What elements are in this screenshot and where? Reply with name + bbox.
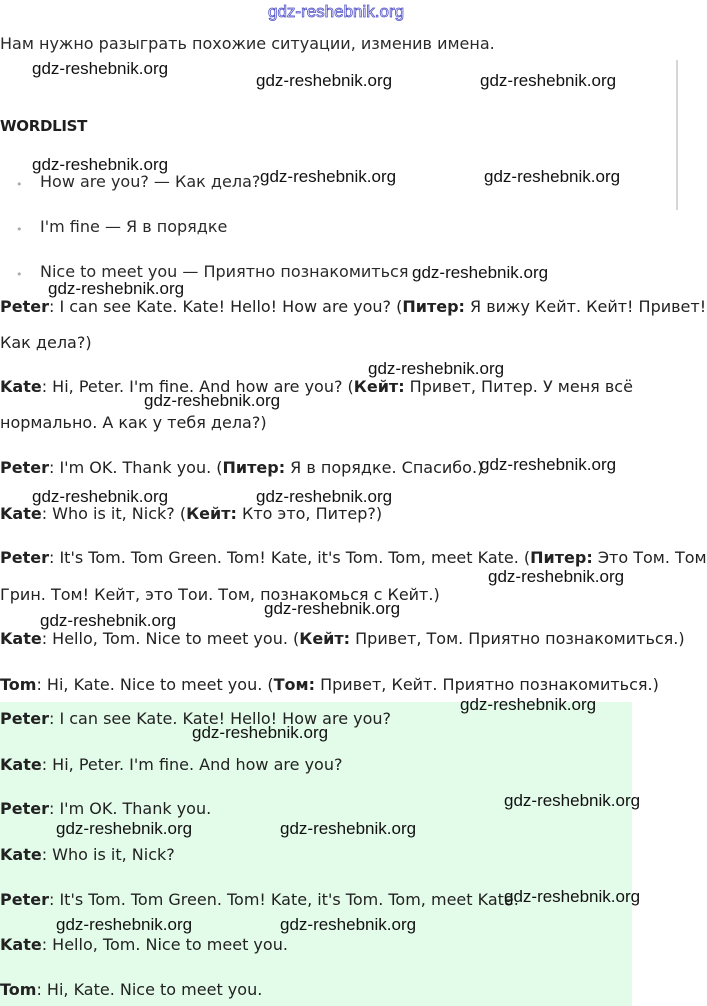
bullet-icon: • xyxy=(16,268,23,281)
dialogue-line: Kate: Hello, Tom. Nice to meet you. (Кейт: Привет, Том. Приятно познакомиться.) xyxy=(0,629,685,648)
watermark: gdz-reshebnik.org xyxy=(32,487,169,506)
watermark: gdz-reshebnik.org xyxy=(256,487,393,506)
dialogue-line: Peter: I'm OK. Thank you. (Питер: Я в порядке. Спасибо.) xyxy=(0,458,484,477)
dialogue-line-en: Kate: Hello, Tom. Nice to meet you. xyxy=(0,935,288,954)
speaker-name: Peter xyxy=(0,709,49,728)
dialogue-line-en: Peter: It's Tom. Tom Green. Tom! Kate, it's Tom. Tom, meet Kate. xyxy=(0,890,519,909)
scrollbar-edge xyxy=(676,60,678,210)
dialogue-line-en: Peter: I can see Kate. Kate! Hello! How are you? xyxy=(0,709,392,728)
dialogue-line: Грин. Том! Кейт, это Тои. Том, познакомься с Кейт.) xyxy=(0,585,440,604)
dialogue-line: Tom: Hi, Kate. Nice to meet you. (Том: Привет, Кейт. Приятно познакомиться.) xyxy=(0,675,659,694)
speaker-name-ru: Питер: xyxy=(530,548,593,567)
watermark: gdz-reshebnik.org xyxy=(488,567,625,586)
dialogue-line-en: Peter: I'm OK. Thank you. xyxy=(0,799,212,818)
speaker-name: Peter xyxy=(0,297,49,316)
watermark-top: gdz-reshebnik.org xyxy=(268,2,405,21)
speaker-name-ru: Питер: xyxy=(402,297,465,316)
watermark: gdz-reshebnik.org xyxy=(256,71,393,90)
dialogue-line: Peter: It's Tom. Tom Green. Tom! Kate, it's Tom. Tom, meet Kate. (Питер: Это Том. Том xyxy=(0,548,707,567)
dialogue-line: Kate: Who is it, Nick? (Кейт: Кто это, Питер?) xyxy=(0,504,383,523)
speaker-name-ru: Кейт: xyxy=(353,377,405,396)
speaker-name: Peter xyxy=(0,890,49,909)
watermark: gdz-reshebnik.org xyxy=(368,359,505,378)
watermark: gdz-reshebnik.org xyxy=(32,155,169,174)
watermark: gdz-reshebnik.org xyxy=(412,263,549,282)
wordlist-item: I'm fine — Я в порядке xyxy=(40,217,228,236)
wordlist-item: Nice to meet you — Приятно познакомиться xyxy=(40,262,409,281)
speaker-name: Kate xyxy=(0,935,42,954)
watermark: gdz-reshebnik.org xyxy=(480,455,617,474)
speaker-name: Peter xyxy=(0,548,49,567)
speaker-name-ru: Питер: xyxy=(222,458,286,477)
watermark: gdz-reshebnik.org xyxy=(260,167,397,186)
watermark: gdz-reshebnik.org xyxy=(192,723,329,742)
watermark: gdz-reshebnik.org xyxy=(484,167,621,186)
dialogue-line-en: Kate: Hi, Peter. I'm fine. And how are you? xyxy=(0,755,343,774)
speaker-name-ru: Кейт: xyxy=(186,504,237,523)
watermark: gdz-reshebnik.org xyxy=(280,915,417,934)
watermark: gdz-reshebnik.org xyxy=(280,819,417,838)
dialogue-line: Peter: I can see Kate. Kate! Hello! How are you? (Питер: Я вижу Кейт. Кейт! Привет! xyxy=(0,297,707,316)
dialogue-line: нормально. А как у тебя дела?) xyxy=(0,413,267,432)
speaker-name-ru: Кейт: xyxy=(299,629,351,648)
bullet-icon: • xyxy=(16,223,23,236)
watermark: gdz-reshebnik.org xyxy=(504,887,641,906)
speaker-name: Kate xyxy=(0,845,42,864)
dialogue-line: Kate: Hi, Peter. I'm fine. And how are you? (Кейт: Привет, Питер. У меня всё xyxy=(0,377,633,396)
watermark: gdz-reshebnik.org xyxy=(504,791,641,810)
watermark: gdz-reshebnik.org xyxy=(32,59,169,78)
watermark: gdz-reshebnik.org xyxy=(56,915,193,934)
watermark: gdz-reshebnik.org xyxy=(264,599,401,618)
speaker-name: Peter xyxy=(0,799,49,818)
watermark: gdz-reshebnik.org xyxy=(460,695,597,714)
speaker-name: Kate xyxy=(0,629,42,648)
speaker-name: Tom xyxy=(0,675,37,694)
speaker-name: Peter xyxy=(0,458,49,477)
watermark: gdz-reshebnik.org xyxy=(56,819,193,838)
speaker-name-ru: Том: xyxy=(273,675,316,694)
speaker-name: Kate xyxy=(0,377,42,396)
watermark: gdz-reshebnik.org xyxy=(48,279,185,298)
watermark: gdz-reshebnik.org xyxy=(144,391,281,410)
watermark: gdz-reshebnik.org xyxy=(480,71,617,90)
watermark: gdz-reshebnik.org xyxy=(40,611,177,630)
dialogue-line: Как дела?) xyxy=(0,333,92,352)
dialogue-line-en: Kate: Who is it, Nick? xyxy=(0,845,175,864)
speaker-name: Tom xyxy=(0,980,37,999)
wordlist-item: How are you? — Как дела? xyxy=(40,172,261,191)
dialogue-line-en: Tom: Hi, Kate. Nice to meet you. xyxy=(0,980,263,999)
intro-text: Нам нужно разыграть похожие ситуации, изменив имена. xyxy=(0,34,495,53)
speaker-name: Kate xyxy=(0,504,42,523)
speaker-name: Kate xyxy=(0,755,42,774)
wordlist-heading: WORDLIST xyxy=(0,117,88,135)
bullet-icon: • xyxy=(16,178,23,191)
